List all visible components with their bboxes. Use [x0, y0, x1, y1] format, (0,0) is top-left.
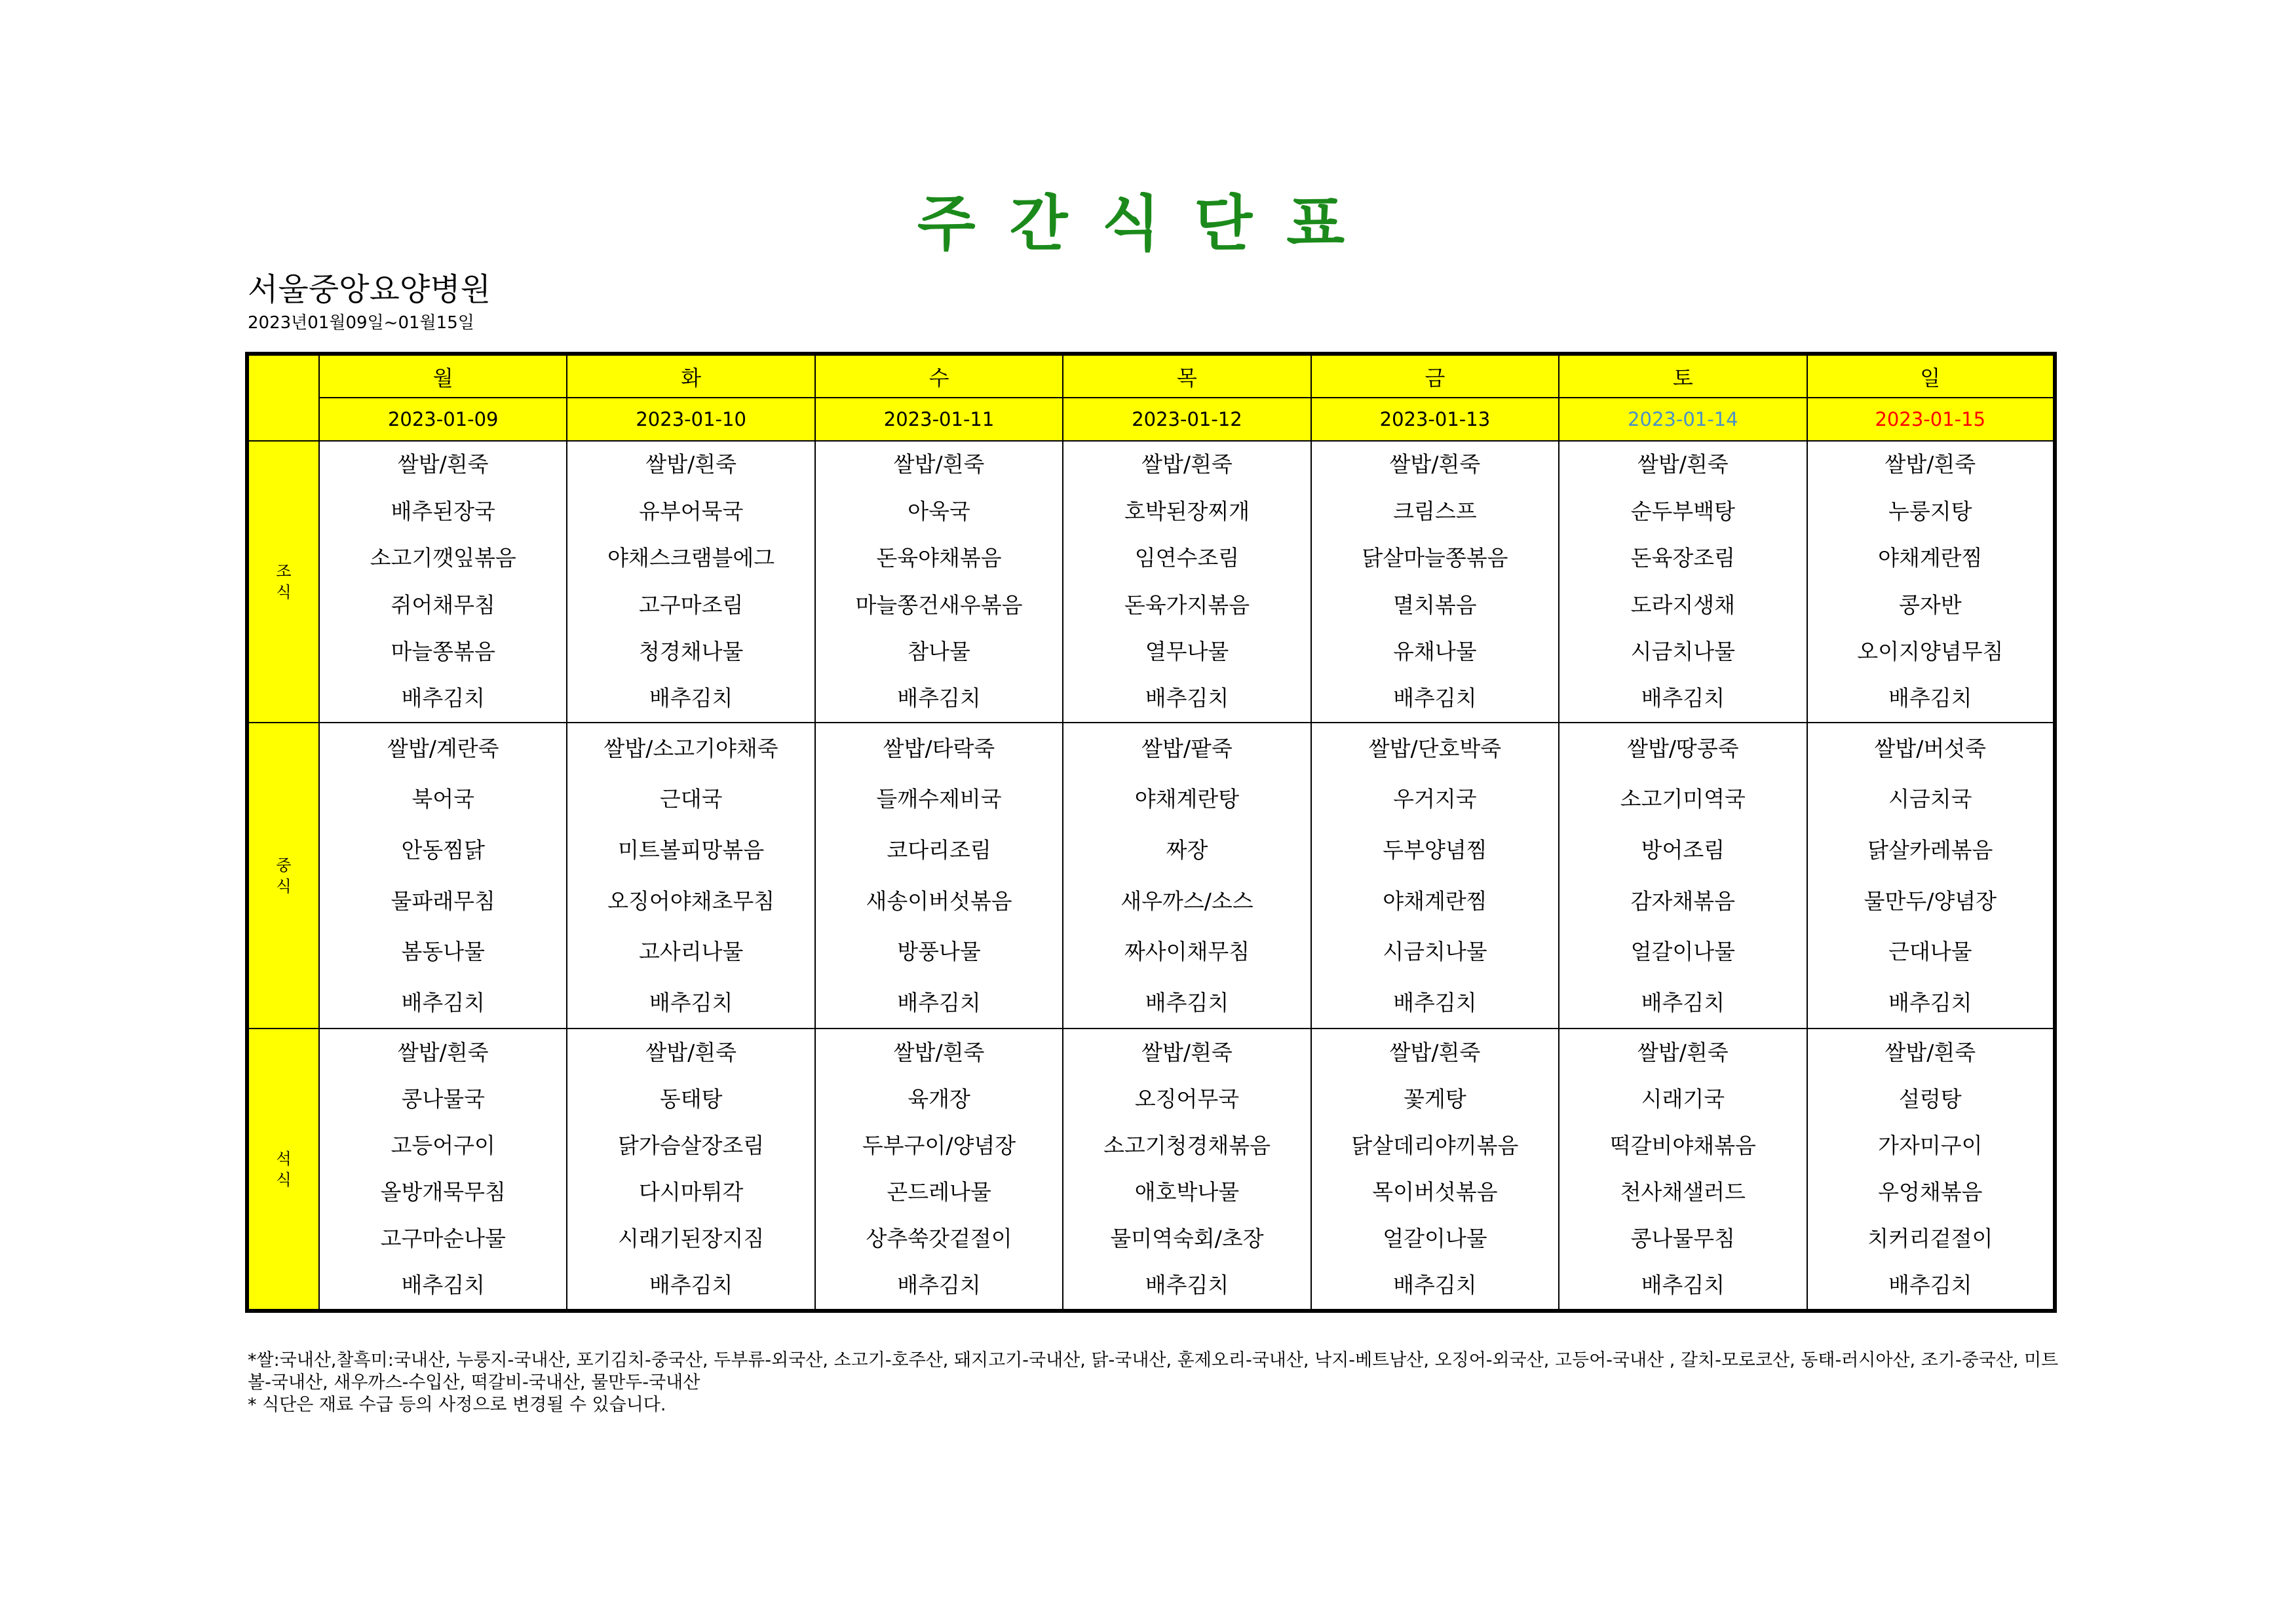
menu-cell: [1311, 1029, 1559, 1311]
dish-list: [1063, 1029, 1310, 1309]
dish-item: 배추김치: [1145, 685, 1229, 711]
menu-cell: [567, 723, 814, 1029]
dish-item: 임연수조림: [1134, 545, 1240, 571]
meal-label-lunch: [247, 723, 319, 1029]
date-header-saturday: 2023-01-14: [1559, 398, 1807, 440]
dish-list: [1808, 1029, 2053, 1309]
dish-item: 배추된장국: [391, 498, 495, 524]
dish-item: 고구마순나물: [380, 1226, 506, 1252]
dish-item: 방어조림: [1641, 837, 1725, 863]
menu-cell: [815, 441, 1063, 723]
change-note: * 식단은 재료 수급 등의 사정으로 변경될 수 있습니다.: [248, 1395, 666, 1415]
dish-item: 방풍나물: [897, 939, 981, 965]
day-header: 토: [1559, 354, 1807, 398]
dish-item: 도라지생채: [1630, 592, 1736, 618]
dish-item: 야채스크램블에그: [607, 545, 775, 571]
dish-item: 배추김치: [1641, 989, 1725, 1015]
dish-item: 떡갈비야채볶음: [1609, 1133, 1756, 1159]
dish-item: 우엉채볶음: [1878, 1179, 1983, 1205]
dish-item: 돈육가지볶음: [1124, 592, 1250, 618]
dish-item: 배추김치: [1641, 1272, 1725, 1298]
dish-list: [1808, 442, 2053, 723]
menu-cell: [319, 1029, 567, 1311]
dish-item: 배추김치: [401, 685, 485, 711]
day-header: 화: [567, 354, 814, 398]
meal-label-char: 석: [276, 1149, 292, 1168]
dish-item: 우거지국: [1393, 786, 1477, 812]
dish-item: 돈육야채볶음: [876, 545, 1002, 571]
dish-item: 시래기국: [1641, 1086, 1725, 1112]
date-header: 2023-01-11: [815, 398, 1063, 440]
dish-item: 마늘쫑볶음: [391, 639, 495, 664]
dish-item: 설렁탕: [1898, 1086, 1962, 1112]
dish-item: 짜사이채무침: [1124, 939, 1250, 965]
menu-cell: [1559, 1029, 1807, 1311]
dish-item: 열무나물: [1145, 639, 1229, 664]
dish-item: 쌀밥/흰죽: [1885, 451, 1976, 478]
dish-item: 호박된장찌개: [1124, 498, 1250, 524]
dish-item: 쌀밥/흰죽: [397, 1039, 489, 1065]
dish-item: 야채계란찜: [1878, 545, 1983, 571]
dish-item: 가자미구이: [1878, 1133, 1983, 1159]
dish-item: 아욱국: [908, 498, 970, 524]
dish-list: [1559, 442, 1806, 723]
dish-item: 쌀밥/팥죽: [1141, 735, 1233, 761]
dish-item: 쌀밥/흰죽: [645, 1039, 737, 1065]
dish-item: 쌀밥/흰죽: [893, 1039, 985, 1065]
dish-item: 쌀밥/땅콩죽: [1627, 735, 1739, 761]
dish-item: 소고기깻잎볶음: [370, 545, 516, 571]
dish-item: 배추김치: [1393, 685, 1477, 711]
table-corner: [247, 354, 319, 441]
dish-item: 배추김치: [1888, 989, 1972, 1015]
dish-item: 시금치나물: [1383, 939, 1487, 965]
meal-label-breakfast: [247, 441, 319, 723]
dish-item: 쌀밥/타락죽: [883, 735, 995, 761]
menu-period: 2023년01월09일~01월15일: [248, 313, 474, 333]
dish-item: 배추김치: [1888, 685, 1972, 711]
dish-list: [816, 442, 1062, 723]
meal-label-dinner: [247, 1029, 319, 1311]
dish-item: 짜장: [1166, 837, 1208, 863]
dish-item: 콩나물국: [401, 1086, 485, 1112]
day-header: 일: [1807, 354, 2055, 398]
dish-item: 유부어묵국: [638, 498, 744, 524]
day-header: 목: [1063, 354, 1311, 398]
dish-list: [567, 1029, 814, 1309]
menu-cell: [1559, 723, 1807, 1029]
dish-item: 청경채나물: [638, 639, 744, 664]
dish-item: 배추김치: [649, 685, 733, 711]
menu-cell: [1063, 441, 1311, 723]
meal-row-breakfast: [247, 441, 2055, 723]
dish-item: 들깨수제비국: [876, 786, 1002, 812]
dish-item: 쌀밥/단호박죽: [1368, 735, 1502, 761]
day-header: 수: [815, 354, 1063, 398]
dish-item: 야채계란찜: [1383, 888, 1487, 914]
dish-item: 곤드레나물: [887, 1179, 991, 1205]
menu-cell: [319, 441, 567, 723]
dish-item: 새송이버섯볶음: [866, 888, 1012, 914]
dish-item: 배추김치: [897, 989, 981, 1015]
dish-item: 시금치나물: [1630, 639, 1736, 664]
date-header: 2023-01-10: [567, 398, 814, 440]
menu-cell: [815, 1029, 1063, 1311]
meal-label-char: 식: [276, 582, 292, 601]
dish-list: [567, 442, 814, 723]
dish-item: 얼갈이나물: [1383, 1226, 1487, 1252]
dish-item: 쌀밥/흰죽: [1141, 1039, 1233, 1065]
menu-cell: [567, 1029, 814, 1311]
meal-label-char: 조: [276, 561, 292, 580]
dish-item: 쌀밥/소고기야채죽: [603, 735, 778, 761]
dish-item: 고등어구이: [391, 1133, 495, 1159]
menu-cell: [567, 441, 814, 723]
dish-item: 야채계란탕: [1134, 786, 1240, 812]
menu-cell: [1807, 441, 2055, 723]
dish-item: 배추김치: [1145, 1272, 1229, 1298]
dish-item: 고구마조림: [638, 592, 744, 618]
date-header-sunday: 2023-01-15: [1807, 398, 2055, 440]
weekday-header-row: [247, 354, 2055, 398]
date-header: 2023-01-13: [1311, 398, 1559, 440]
meal-row-lunch: [247, 723, 2055, 1029]
dish-item: 두부구이/양념장: [862, 1133, 1016, 1159]
menu-cell: [1807, 723, 2055, 1029]
dish-item: 근대나물: [1888, 939, 1972, 965]
dish-list: [1312, 1029, 1558, 1309]
date-header: 2023-01-12: [1063, 398, 1311, 440]
dish-item: 꽃게탕: [1404, 1086, 1466, 1112]
dish-item: 고사리나물: [638, 939, 744, 965]
dish-item: 멸치볶음: [1393, 592, 1477, 618]
menu-cell: [1559, 441, 1807, 723]
dish-list: [1559, 1029, 1806, 1309]
dish-list: [1312, 723, 1558, 1028]
menu-cell: [1807, 1029, 2055, 1311]
dish-item: 콩자반: [1898, 592, 1962, 618]
meal-label-char: 중: [276, 856, 292, 875]
dish-item: 새우까스/소스: [1120, 888, 1253, 914]
dish-item: 목이버섯볶음: [1372, 1179, 1498, 1205]
dish-item: 오징어야채초무침: [607, 888, 775, 914]
dish-item: 배추김치: [649, 989, 733, 1015]
dish-item: 근대국: [659, 786, 723, 812]
dish-item: 치커리겉절이: [1867, 1226, 1993, 1252]
menu-cell: [1063, 1029, 1311, 1311]
dish-item: 쌀밥/계란죽: [387, 735, 499, 761]
dish-item: 동태탕: [659, 1086, 723, 1112]
dish-item: 감자채볶음: [1630, 888, 1736, 914]
menu-cell: [319, 723, 567, 1029]
dish-item: 안동찜닭: [401, 837, 485, 863]
dish-item: 배추김치: [897, 685, 981, 711]
dish-list: [320, 723, 566, 1028]
dish-item: 쌀밥/버섯죽: [1874, 735, 1987, 761]
dish-item: 배추김치: [1641, 685, 1725, 711]
dish-list: [320, 1029, 566, 1309]
dish-item: 소고기청경채볶음: [1103, 1133, 1271, 1159]
day-header: 월: [319, 354, 567, 398]
dish-item: 상추쑥갓겉절이: [866, 1226, 1012, 1252]
menu-cell: [1311, 441, 1559, 723]
dish-item: 물파래무침: [391, 888, 495, 914]
dish-item: 순두부백탕: [1630, 498, 1736, 524]
meal-label-char: 식: [276, 1170, 292, 1189]
dish-item: 닭가슴살장조림: [618, 1133, 765, 1159]
dish-item: 닭살카레볶음: [1867, 837, 1993, 863]
origin-note: *쌀:국내산,찰흑미:국내산, 누룽지-국내산, 포기김치-중국산, 두부류-외국산, 소고기-호주산, 돼지고기-국내산, 닭-국내산, 훈제오리-국내산, 낙지-베트남산, 오징어-외국산, 고등어-국내산 , 갈치-모로코산, 동태-러시아산, 조기-중국산, 미트볼-국내산, 새우까스-수입산, 떡갈비-국내산, 물만두-국내산: [248, 1350, 2059, 1393]
dish-item: 쌀밥/흰죽: [1389, 451, 1481, 478]
dish-item: 천사채샐러드: [1620, 1179, 1746, 1205]
dish-item: 쌀밥/흰죽: [397, 451, 489, 478]
dish-item: 미트볼피망볶음: [618, 837, 765, 863]
dish-item: 닭살마늘쫑볶음: [1362, 545, 1508, 571]
dish-item: 배추김치: [1145, 989, 1229, 1015]
dish-item: 쥐어채무침: [391, 592, 495, 618]
dish-item: 물미역숙회/초장: [1110, 1226, 1264, 1252]
dish-list: [1063, 723, 1310, 1028]
meal-label-char: 식: [276, 877, 292, 896]
dish-list: [816, 1029, 1062, 1309]
dish-item: 봄동나물: [401, 939, 485, 965]
menu-cell: [815, 723, 1063, 1029]
dish-item: 다시마튀각: [638, 1179, 744, 1205]
dish-item: 마늘쫑건새우볶음: [855, 592, 1023, 618]
dish-list: [1808, 723, 2053, 1028]
dish-list: [816, 723, 1062, 1028]
dish-item: 오징어무국: [1134, 1086, 1240, 1112]
date-header-row: [247, 398, 2055, 440]
dish-item: 북어국: [411, 786, 475, 812]
dish-item: 크림스프: [1393, 498, 1477, 524]
dish-item: 시금치국: [1888, 786, 1972, 812]
dish-item: 올방개묵무침: [380, 1179, 506, 1205]
dish-item: 배추김치: [1888, 1272, 1972, 1298]
dish-list: [1312, 442, 1558, 723]
dish-item: 쌀밥/흰죽: [1637, 1039, 1729, 1065]
dish-item: 쌀밥/흰죽: [1885, 1039, 1976, 1065]
dish-item: 쌀밥/흰죽: [1141, 451, 1233, 478]
dish-item: 육개장: [908, 1086, 970, 1112]
dish-item: 쌀밥/흰죽: [893, 451, 985, 478]
menu-cell: [1063, 723, 1311, 1029]
dish-item: 참나물: [908, 639, 970, 664]
dish-list: [1063, 442, 1310, 723]
dish-item: 쌀밥/흰죽: [1389, 1039, 1481, 1065]
dish-item: 배추김치: [897, 1272, 981, 1298]
dish-list: [320, 442, 566, 723]
footnotes: [248, 1350, 2076, 1416]
dish-item: 배추김치: [1393, 989, 1477, 1015]
dish-item: 돈육장조림: [1630, 545, 1736, 571]
dish-item: 물만두/양념장: [1864, 888, 1997, 914]
dish-item: 소고기미역국: [1620, 786, 1746, 812]
dish-item: 배추김치: [649, 1272, 733, 1298]
date-header: 2023-01-09: [319, 398, 567, 440]
dish-item: 쌀밥/흰죽: [1637, 451, 1729, 478]
meal-row-dinner: [247, 1029, 2055, 1311]
dish-item: 배추김치: [1393, 1272, 1477, 1298]
dish-item: 얼갈이나물: [1630, 939, 1736, 965]
dish-item: 누룽지탕: [1888, 498, 1972, 524]
day-header: 금: [1311, 354, 1559, 398]
dish-item: 유채나물: [1393, 639, 1477, 664]
dish-item: 코다리조림: [887, 837, 991, 863]
page-title: 주간식단표: [917, 189, 1379, 259]
dish-item: 콩나물무침: [1630, 1226, 1736, 1252]
dish-item: 배추김치: [401, 1272, 485, 1298]
dish-item: 두부양념찜: [1383, 837, 1487, 863]
dish-item: 쌀밥/흰죽: [645, 451, 737, 478]
dish-item: 애호박나물: [1134, 1179, 1240, 1205]
dish-item: 닭살데리야끼볶음: [1351, 1133, 1519, 1159]
hospital-name: 서울중앙요양병원: [248, 271, 491, 308]
dish-item: 오이지양념무침: [1857, 639, 2004, 664]
weekly-menu-table: [245, 352, 2057, 1313]
dish-item: 시래기된장지짐: [618, 1226, 765, 1252]
dish-list: [567, 723, 814, 1028]
menu-cell: [1311, 723, 1559, 1029]
dish-list: [1559, 723, 1806, 1028]
dish-item: 배추김치: [401, 989, 485, 1015]
